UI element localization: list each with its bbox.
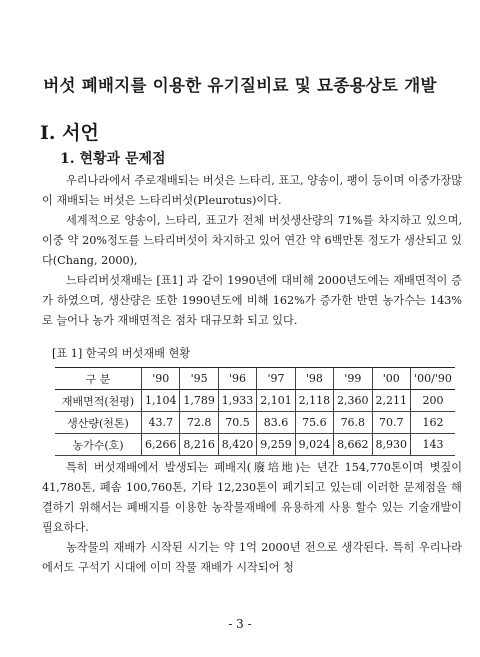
table-cell: 8,930: [372, 434, 410, 456]
table-cell: 83.6: [257, 412, 295, 434]
table-cell: 162: [410, 412, 455, 434]
paragraph-3-text: 느타리버섯재배는 [표1] 과 같이 1990년에 대비해 2000년도에는 재배면적이 증가 하였으며, 생산량은 또한 1990년도에 비해 162%가 증가한 반면 농가수는 143%로 늘어나 농가 재배면적은 점차 대규모화 되고 있다.: [42, 274, 462, 327]
page-number: - 3 -: [228, 617, 252, 631]
table-column-header: '98: [295, 368, 333, 390]
paragraph-2-text: 세계적으로 양송이, 느타리, 표고가 전체 버섯생산량의 71%를 차지하고 있으며, 이중 약 20%정도를 느타리버섯이 차지하고 있어 연간 약 6백만톤 정도가 생산되고 있다(Chang, 2000),: [42, 214, 462, 267]
table-column-header: '99: [334, 368, 372, 390]
subsection-heading: 1. 현황과 문제점: [60, 151, 166, 167]
table-header-row: [55, 368, 455, 390]
row-label: 농가수(호): [55, 434, 142, 456]
table-header-label: 구 분: [55, 368, 142, 390]
mushroom-cultivation-table: [55, 367, 455, 456]
paragraph-5-text: 농작물의 재배가 시작된 시기는 약 1억 2000년 전으로 생각된다. 특히 우리나라에서도 구석기 시대에 이미 작물 재배가 시작되어 청: [42, 541, 462, 574]
row-label: 재배면적(천평): [55, 390, 142, 412]
table-cell: 143: [410, 434, 455, 456]
paragraph-4: [42, 458, 462, 538]
table-cell: 8,662: [334, 434, 372, 456]
table-cell: 2,360: [334, 390, 372, 412]
table-cell: 70.5: [218, 412, 256, 434]
table-cell: 9,024: [295, 434, 333, 456]
table-cell: 2,211: [372, 390, 410, 412]
table-column-header: '00: [372, 368, 410, 390]
section-heading: Ⅰ. 서언: [40, 122, 99, 144]
table-row: [55, 412, 455, 434]
table-cell: 9,259: [257, 434, 295, 456]
page-title: 버섯 폐배지를 이용한 유기질비료 및 묘종용상토 개발: [43, 76, 437, 95]
table-column-header: '97: [257, 368, 295, 390]
table-row: [55, 390, 455, 412]
table-cell: 1,104: [142, 390, 180, 412]
table-cell: 8,216: [180, 434, 218, 456]
paragraph-5: [42, 538, 462, 578]
paragraph-1-text: 우리나라에서 주로재배되는 버섯은 느타리, 표고, 양송이, 팽이 등이며 이중가장많이 재배되는 버섯은 느타리버섯(Pleurotus)이다.: [42, 174, 462, 207]
table-column-header: '95: [180, 368, 218, 390]
table-cell: 8,420: [218, 434, 256, 456]
row-label: 생산량(천톤): [55, 412, 142, 434]
paragraph-2: [42, 211, 462, 271]
table-column-header: '90: [142, 368, 180, 390]
table-cell: 2,101: [257, 390, 295, 412]
paragraph-3: [42, 271, 462, 331]
table-column-header: '96: [218, 368, 256, 390]
table-cell: 1,933: [218, 390, 256, 412]
table-cell: 75.6: [295, 412, 333, 434]
table-cell: 43.7: [142, 412, 180, 434]
table-cell: 1,789: [180, 390, 218, 412]
table-cell: 200: [410, 390, 455, 412]
table-column-header: '00/'90: [410, 368, 455, 390]
table-cell: 70.7: [372, 412, 410, 434]
paragraph-1: [42, 171, 462, 211]
table-caption: [표 1] 한국의 버섯재배 현황: [52, 347, 191, 360]
table-cell: 6,266: [142, 434, 180, 456]
table-cell: 2,118: [295, 390, 333, 412]
paragraph-4-text: 특히 버섯재배에서 발생되는 폐배지(廢培地)는 년간 154,770톤이며 볏짚이 41,780톤, 폐솜 100,760톤, 기타 12,230톤이 폐기되고 있는데 이러한 문제점을 해결하기 위해서는 폐배지를 이용한 농작물재배에 유용하게 사용 할수 있는 기술개발이 필요하다.: [42, 461, 462, 534]
table-row: [55, 434, 455, 456]
table-cell: 72.8: [180, 412, 218, 434]
table-cell: 76.8: [334, 412, 372, 434]
